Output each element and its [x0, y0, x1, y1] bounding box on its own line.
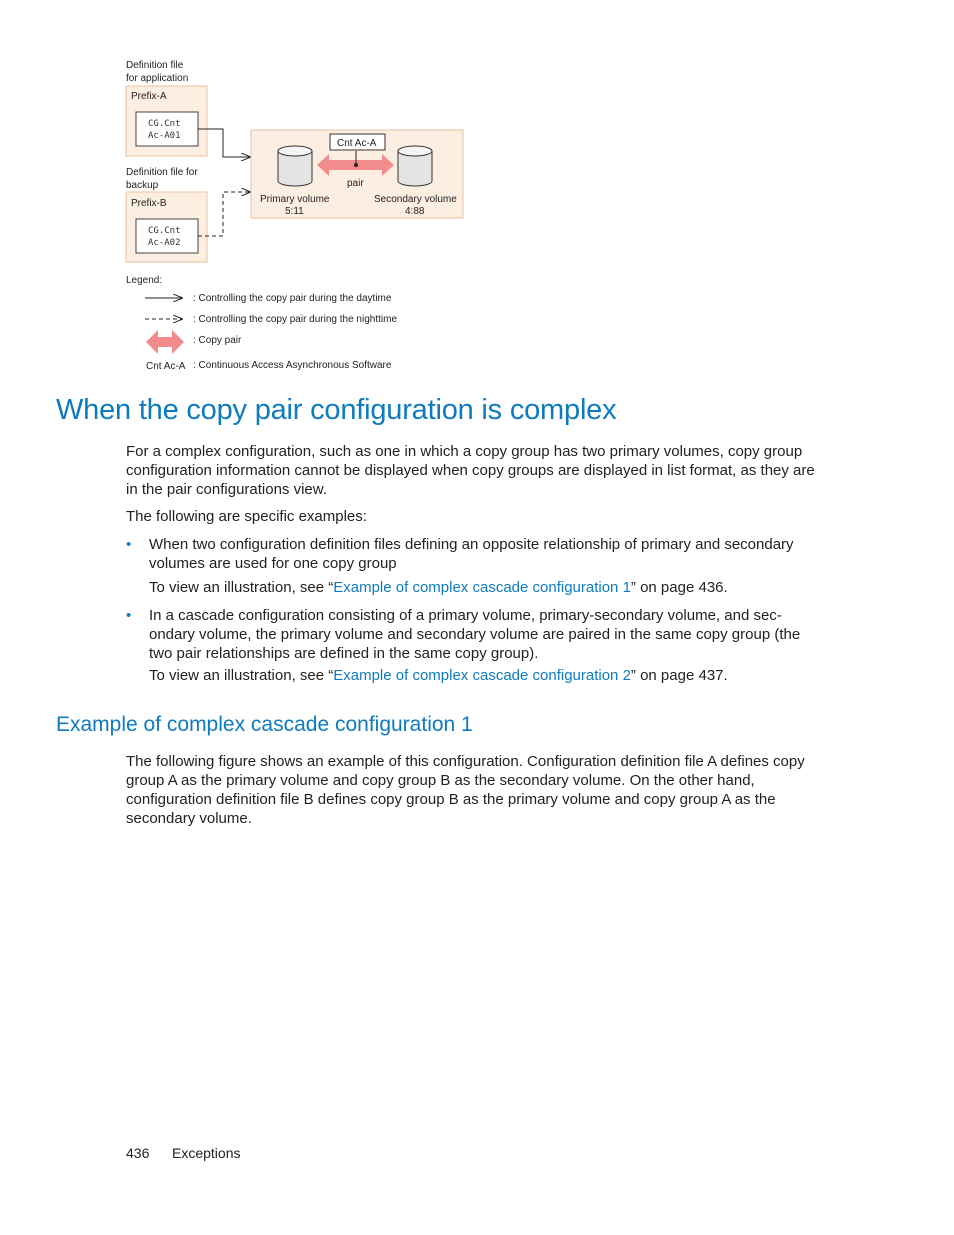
bullet-marker-1: • — [126, 536, 132, 553]
bullet-view-prefix-2: To view an illustration, see “ — [149, 667, 334, 684]
copy-group-a-line-1: CG.Cnt — [148, 119, 181, 129]
copy-group-b-line-2: Ac-A02 — [148, 238, 181, 248]
copy-group-a-line-2: Ac-A01 — [148, 131, 181, 141]
bullet-view-suffix-1: ” on page 436. — [630, 579, 728, 596]
secondary-volume-icon — [398, 146, 432, 186]
bullet-text-2: In a cascade configuration consisting of a primary volume, primary-secondary volume, and sec-ondary volume, the primary volume and secondary volume are paired in the same copy group (the two pair relationships are defined in the same copy group). — [149, 607, 801, 662]
prefix-a-label: Prefix-A — [131, 91, 167, 102]
subsection-paragraph: The following figure shows an example of this configuration. Configuration definition file A defines copy group A as the primary volume and copy group B as the secondary volume. On the other hand, configuration definition file B defines copy group B as the primary volume and copy group A as the secondary volume. — [126, 753, 805, 827]
bullet-view-prefix-1: To view an illustration, see “ — [149, 579, 334, 596]
primary-volume-id: 5:11 — [285, 206, 304, 217]
secondary-volume-id: 4:88 — [405, 206, 425, 217]
primary-volume-label: Primary volume — [260, 194, 330, 205]
legend-dashed-text: : Controlling the copy pair during the nighttime — [193, 314, 398, 325]
def-file-app-label-2: for application — [126, 73, 189, 84]
pair-label: pair — [347, 178, 364, 189]
footer-section: Exceptions — [172, 1145, 241, 1161]
secondary-volume-label: Secondary volume — [374, 194, 457, 205]
examples-lead: The following are specific examples: — [126, 508, 367, 525]
primary-volume-icon — [278, 146, 312, 186]
legend-pair-arrow — [146, 330, 184, 354]
legend-abbr-text: : Continuous Access Asynchronous Software — [193, 360, 392, 371]
link-example-config-2[interactable]: Example of complex cascade configuration 2 — [333, 667, 631, 684]
legend-title: Legend: — [126, 275, 163, 286]
def-file-backup-label-2: backup — [126, 180, 159, 191]
bullet-view-suffix-2: ” on page 437. — [630, 667, 728, 684]
legend-abbr-key: Cnt Ac-A — [146, 361, 186, 372]
cnt-connector-dot — [354, 163, 358, 167]
bullet-view-1 — [149, 578, 814, 597]
bullet-view-2 — [149, 666, 814, 685]
def-file-app-label-1: Definition file — [126, 60, 184, 71]
link-example-config-1[interactable]: Example of complex cascade configuration 1 — [333, 579, 631, 596]
configuration-diagram — [0, 0, 954, 380]
section-heading: When the copy pair configuration is complex — [56, 394, 617, 426]
copy-group-b-line-1: CG.Cnt — [148, 226, 181, 236]
bullet-text-1: When two configuration definition files defining an opposite relationship of primary and secondary volumes are used for one copy group — [149, 536, 794, 572]
bullet-marker-2: • — [126, 607, 132, 624]
prefix-b-label: Prefix-B — [131, 198, 167, 209]
legend-solid-text: : Controlling the copy pair during the daytime — [193, 293, 392, 304]
subsection-heading: Example of complex cascade configuration 1 — [56, 713, 473, 736]
legend-pair-text: : Copy pair — [193, 335, 242, 346]
intro-paragraph: For a complex configuration, such as one in which a copy group has two primary volumes, copy group configuration information cannot be displayed when copy groups are displayed in list format, as they are in the pair configurations view. — [126, 443, 815, 498]
cnt-label: Cnt Ac-A — [337, 138, 377, 149]
def-file-backup-label-1: Definition file for — [126, 167, 198, 178]
page-number: 436 — [126, 1145, 150, 1161]
